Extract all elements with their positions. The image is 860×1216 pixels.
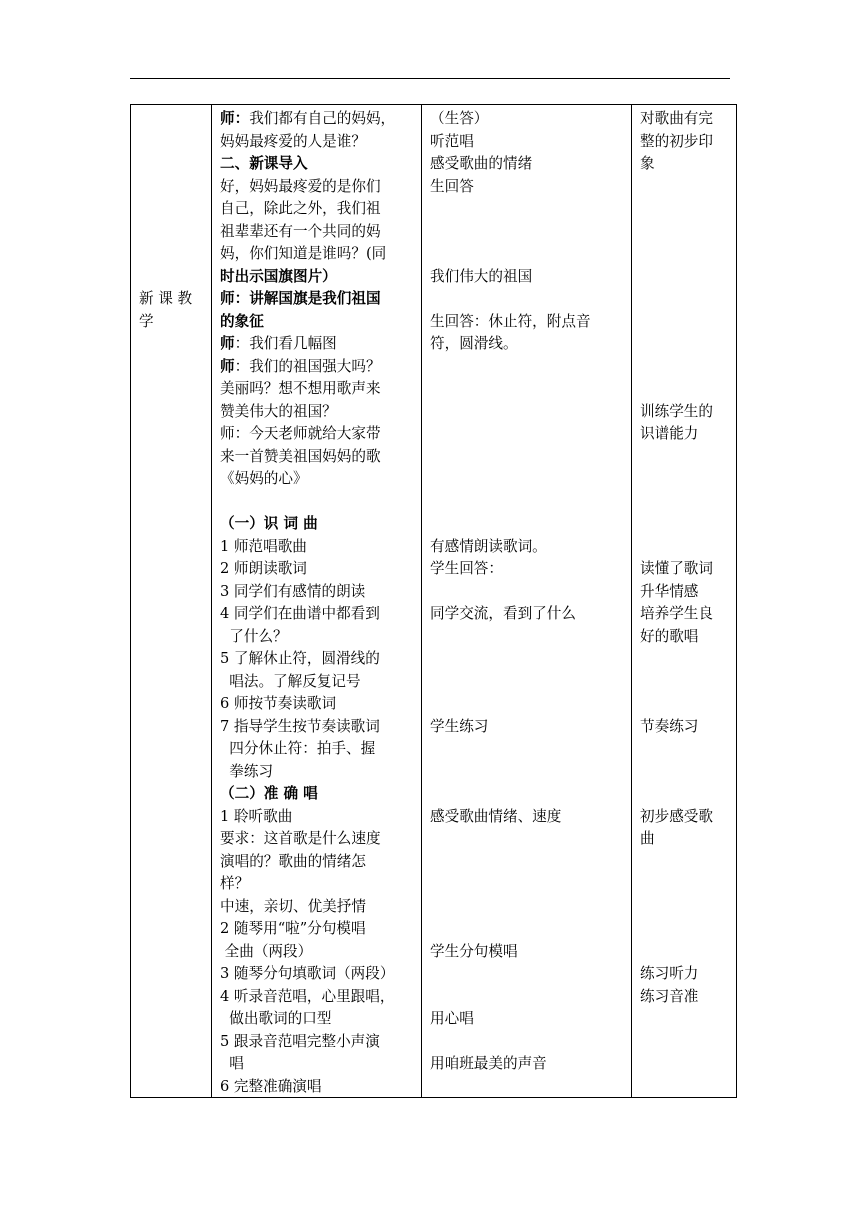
- design-intent-line: 对歌曲有完: [640, 110, 713, 127]
- design-intent-line: 节奏练习: [640, 717, 699, 735]
- teacher-line: 5 了解休止符，圆滑线的: [220, 650, 380, 667]
- teacher-line: 拳练习: [220, 762, 274, 780]
- teacher-line: 2 随琴用“啦”分句模唱: [220, 920, 366, 937]
- design-intent-line: 识谱能力: [640, 425, 699, 442]
- student-line: 符，圆滑线。: [430, 335, 518, 352]
- design-intent-line: 训练学生的: [640, 402, 713, 420]
- teacher-line: 祖辈辈还有一个共同的妈: [220, 222, 381, 240]
- design-intent-line: 练习音准: [640, 987, 699, 1005]
- teacher-line: 四分休止符：拍手、握: [220, 740, 376, 757]
- teacher-line: 时出示国旗图片）: [220, 267, 337, 285]
- student-line: 学生分句模唱: [430, 942, 518, 960]
- teacher-line: 5 跟录音范唱完整小声演: [220, 1032, 380, 1050]
- teacher-line: 7 指导学生按节奏读歌词: [220, 717, 380, 735]
- teacher-line: 自己，除此之外，我们祖: [220, 200, 381, 217]
- teacher-line: 要求：这首歌是什么速度: [220, 830, 381, 847]
- student-activity-cell: [422, 105, 632, 1098]
- teacher-line: 二、新课导入: [220, 155, 308, 172]
- teacher-line: 3 同学们有感情的朗读: [220, 582, 366, 600]
- teacher-line: 的象征: [220, 312, 264, 330]
- teacher-line: 师：我们都有自己的妈妈，: [220, 110, 396, 127]
- teacher-activity-lines: [212, 105, 421, 1097]
- teacher-line: 来一首赞美祖国妈妈的歌: [220, 447, 381, 465]
- teacher-activity-cell: [212, 105, 422, 1098]
- teacher-line: 演唱的？歌曲的情绪怎: [220, 852, 366, 870]
- teacher-line: 师：今天老师就给大家带: [220, 425, 381, 442]
- student-activity-lines: [422, 105, 631, 1097]
- design-intent-cell: [632, 105, 737, 1098]
- student-line: 学生练习: [430, 717, 489, 735]
- teacher-line: 6 师按节奏读歌词: [220, 695, 337, 712]
- stage-cell: [131, 105, 212, 1098]
- teacher-line: 2 师朗读歌词: [220, 560, 307, 577]
- student-line: 同学交流，看到了什么: [430, 605, 576, 622]
- design-intent-lines: [632, 105, 736, 1097]
- teacher-line: 好，妈妈最疼爱的是你们: [220, 177, 381, 195]
- design-intent-line: 曲: [640, 830, 655, 847]
- teacher-line: 妈妈最疼爱的人是谁？: [220, 132, 366, 150]
- student-line: 生回答：休止符，附点音: [430, 312, 591, 330]
- teacher-line: 1 聆听歌曲: [220, 807, 293, 825]
- teacher-line: 了什么？: [220, 627, 288, 645]
- teacher-line: 中速，亲切、优美抒情: [220, 897, 366, 915]
- teacher-line: 全曲（两段）: [220, 942, 313, 960]
- student-line: 学生回答：: [430, 560, 503, 577]
- student-line: （生答）: [430, 110, 489, 127]
- teacher-line: 赞美伟大的祖国？: [220, 402, 337, 420]
- student-line: 用心唱: [430, 1010, 474, 1027]
- student-line: 听范唱: [430, 132, 474, 150]
- teacher-line: （二）准 确 唱: [220, 785, 318, 802]
- design-intent-line: 读懂了歌词: [640, 560, 713, 577]
- design-intent-line: 整的初步印: [640, 132, 713, 150]
- student-line: 感受歌曲的情绪: [430, 155, 533, 172]
- table-row: [131, 105, 737, 1098]
- design-intent-line: 初步感受歌: [640, 807, 713, 825]
- teacher-line: 美丽吗？想不想用歌声来: [220, 380, 381, 397]
- teacher-line: 师：我们的祖国强大吗？: [220, 357, 381, 375]
- stage-label: 新 课 教 学: [139, 290, 193, 330]
- design-intent-line: 升华情感: [640, 582, 699, 600]
- design-intent-line: 练习听力: [640, 965, 699, 982]
- design-intent-line: 培养学生良: [640, 605, 713, 622]
- teacher-line: （一）识 词 曲: [220, 515, 318, 532]
- teacher-line: 唱法。了解反复记号: [220, 672, 361, 690]
- teacher-line: 6 完整准确演唱: [220, 1077, 322, 1095]
- teacher-line: 师：讲解国旗是我们祖国: [220, 290, 381, 307]
- student-line: 有感情朗读歌词。: [430, 537, 547, 555]
- teacher-line: 《妈妈的心》: [220, 470, 308, 487]
- teacher-line: 妈，你们知道是谁吗？(同: [220, 245, 387, 262]
- teacher-line: 唱: [220, 1055, 244, 1072]
- lesson-plan-table: [130, 104, 737, 1098]
- teacher-line: 1 师范唱歌曲: [220, 537, 307, 555]
- teacher-line: 师：我们看几幅图: [220, 335, 337, 352]
- teacher-line: 4 听录音范唱，心里跟唱，: [220, 987, 395, 1005]
- design-intent-line: 象: [640, 155, 655, 172]
- teacher-line: 样？: [220, 875, 250, 892]
- student-line: 我们伟大的祖国: [430, 267, 533, 285]
- design-intent-line: 好的歌唱: [640, 627, 699, 645]
- teacher-line: 做出歌词的口型: [220, 1010, 332, 1027]
- student-line: 用咱班最美的声音: [430, 1055, 547, 1072]
- student-line: 感受歌曲情绪、速度: [430, 807, 562, 825]
- header-rule: [130, 78, 730, 79]
- teacher-line: 4 同学们在曲谱中都看到: [220, 605, 380, 622]
- teacher-line: 3 随琴分句填歌词（两段）: [220, 965, 395, 982]
- student-line: 生回答: [430, 177, 474, 195]
